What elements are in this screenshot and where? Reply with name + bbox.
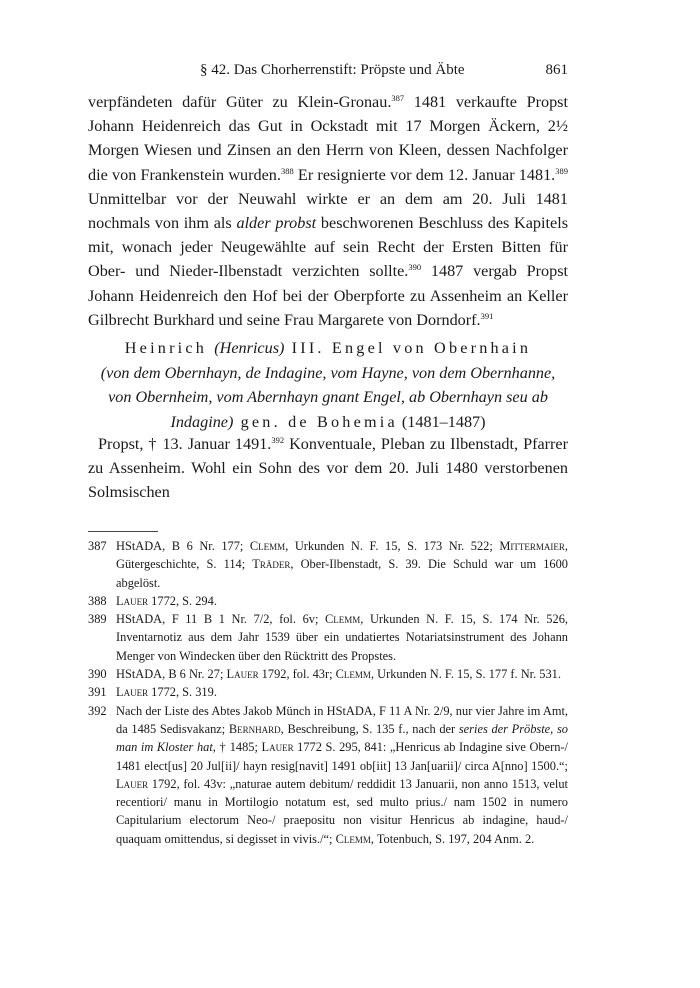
footnote-389 [88, 610, 568, 665]
text-run: Konventuale, Pleban zu Ilbenstadt, Pfarrer zu Assenheim. Wohl ein Sohn des vor dem 20. Juli 1480 verstorbenen Solmsischen [88, 435, 568, 502]
heading-byname: de Bohemia [288, 412, 398, 431]
running-title: § 42. Das Chorherrenstift: Pröpste und Äbte [200, 62, 465, 78]
text-run: 1792, fol. 43r; [258, 667, 336, 682]
author-name: Lauer [116, 776, 149, 791]
heading-dates: (1481–1487) [397, 412, 486, 431]
footnote-number: 387 [88, 539, 107, 553]
italic-title: series der Pröbste, so man im Kloster hat [116, 721, 568, 755]
footnote-ref-391[interactable]: 391 [480, 310, 494, 321]
author-name: Bernhard [228, 721, 281, 736]
text-run: , Urkunden N. F. 15, S. 173 Nr. 522; [285, 539, 500, 553]
footnotes [88, 537, 568, 848]
author-name: Lauer [226, 667, 259, 682]
author-name: Clemm [335, 667, 371, 682]
footnote-text [116, 537, 568, 592]
text-run: Er resignierte vor dem 12. Januar 1481. [293, 165, 556, 184]
footnote-387 [88, 537, 568, 592]
footnote-text [116, 683, 568, 701]
text-run: beschworenen Beschluss des Kapitels mit, wonach jeder Neugewählte auf sein Recht der Ersten Bitten für Ober- und Nieder-Ilbenstadt verzichten sollte. [88, 214, 569, 281]
text-run: , Urkunden N. F. 15, S. 177 f. Nr. 531. [370, 667, 561, 682]
body-paragraph-2 [88, 432, 568, 505]
footnote-ref-389[interactable]: 389 [555, 165, 568, 176]
footnote-number: 391 [88, 685, 107, 700]
footnote-separator [88, 531, 158, 532]
heading-name: Heinrich [124, 339, 215, 357]
running-head [88, 62, 568, 84]
text-run: 1772, S. 319. [148, 685, 217, 700]
text-run: verpfändeten dafür Güter zu Klein-Gronau. [88, 93, 392, 111]
author-name: Lauer [261, 740, 294, 755]
text-run: , Beschreibung, S. 135 f., nach der [280, 721, 459, 736]
text-run: HStADA, B 6 Nr. 177; [116, 539, 250, 553]
text-run: 1772, S. 294. [148, 593, 217, 608]
footnote-388 [88, 592, 568, 610]
text-run: , Gütergeschichte, S. 114; [116, 539, 568, 572]
footnote-ref-387[interactable]: 387 [391, 93, 405, 103]
text-run: Propst, † 13. Januar 1491. [98, 435, 272, 453]
author-name: Lauer [116, 593, 149, 608]
footnote-text [116, 592, 568, 610]
text-run: Nach der Liste des Abtes Jakob Münch in HStADA, F 11 A Nr. 2/9, nur vier Jahre im Amt, da 1485 Sedisvakanz; [116, 703, 568, 736]
body-paragraph-1 [88, 90, 568, 332]
footnote-number: 388 [88, 593, 107, 608]
text-run: , Totenbuch, S. 197, 204 Anm. 2. [370, 831, 535, 846]
entry-heading [88, 336, 568, 434]
footnote-ref-390[interactable]: 390 [408, 262, 422, 273]
text-run: HStADA, B 6 Nr. 27; [116, 667, 227, 682]
author-name: Lauer [116, 685, 149, 700]
footnote-392 [88, 702, 568, 848]
footnote-391 [88, 683, 568, 701]
author-name: Clemm [325, 612, 361, 627]
footnote-text [116, 702, 568, 848]
footnote-number: 389 [88, 612, 107, 627]
heading-name-rest: III. Engel von Obernhain [284, 339, 532, 357]
heading-latin-name: (Henricus) [214, 339, 285, 357]
footnote-ref-388[interactable]: 388 [280, 165, 294, 176]
footnote-text [116, 665, 568, 683]
text-run: , † 1485; [212, 740, 262, 755]
text-run: , Urkunden N. F. 15, S. 174 Nr. 526, Inventarnotiz aus dem Jahr 1539 über ein undatiertes Notariatsinstrument des Johann Menger von Windecken über den Rücktritt des Propstes. [116, 612, 568, 663]
footnote-number: 392 [88, 703, 107, 718]
text-run: 1792, fol. 43v: „naturae autem debitum/ reddidit 13 Januarii, non anno 1513, velut recentiori/ manu in Mortilogio notatum est, sed multo prius./ nam 1502 in numero Capitularium electorum Neo-/ praepositu non visitur Henricus ab indagine, haud-/ quaquam omittendus, si degisset in vivis./“; [116, 776, 568, 846]
page-number: 861 [545, 62, 568, 78]
footnote-number: 390 [88, 667, 107, 682]
text-run: 1487 vergab Propst Johann Heidenreich den Hof bei der Oberpforte zu Assenheim an Keller Gilbrecht Burkhard und seine Frau Margarete von Dorndorf. [88, 262, 568, 329]
italic-term: alder probst [236, 214, 317, 233]
footnote-390 [88, 665, 568, 683]
heading-gen: gen. [233, 412, 289, 431]
text-run: , Ober-Ilbenstadt, S. 39. Die Schuld war um 1600 abgelöst. [116, 557, 568, 590]
author-name: Mittermaier [499, 539, 565, 553]
author-name: Träder [252, 557, 291, 572]
heading-name-variants: (von dem Obernhayn, de Indagine, vom Hayne, von dem Obernhanne, von Obernheim, vom Abernhayn gnant Engel, ab Obernhayn seu ab Indagine) [100, 363, 556, 431]
text-run: 1772 S. 295, 841: „Henricus ab Indagine sive Obern-/ 1481 elect[us] 20 Jul[ii]/ hayn resig[navit] 1491 ob[iit] 13 Jan[uarii]/ circa A[nno] 1500.“; [116, 740, 568, 773]
author-name: Clemm [249, 539, 286, 553]
text-run: Unmittelbar vor der Neuwahl wirkte er an dem am 20. Juli 1481 nochmals von ihm als [88, 189, 568, 233]
footnote-ref-392[interactable]: 392 [271, 435, 285, 445]
text-run: 1481 verkaufte Propst Johann Heidenreich das Gut in Ockstadt mit 17 Morgen Äckern, 2½ Morgen Wiesen und Zinsen an den Herrn von Kleen, dessen Nachfolger die von Frankenstein wurden. [88, 93, 568, 184]
author-name: Clemm [335, 831, 371, 846]
footnote-text [116, 610, 568, 665]
text-run: HStADA, F 11 B 1 Nr. 7/2, fol. 6v; [116, 612, 326, 627]
